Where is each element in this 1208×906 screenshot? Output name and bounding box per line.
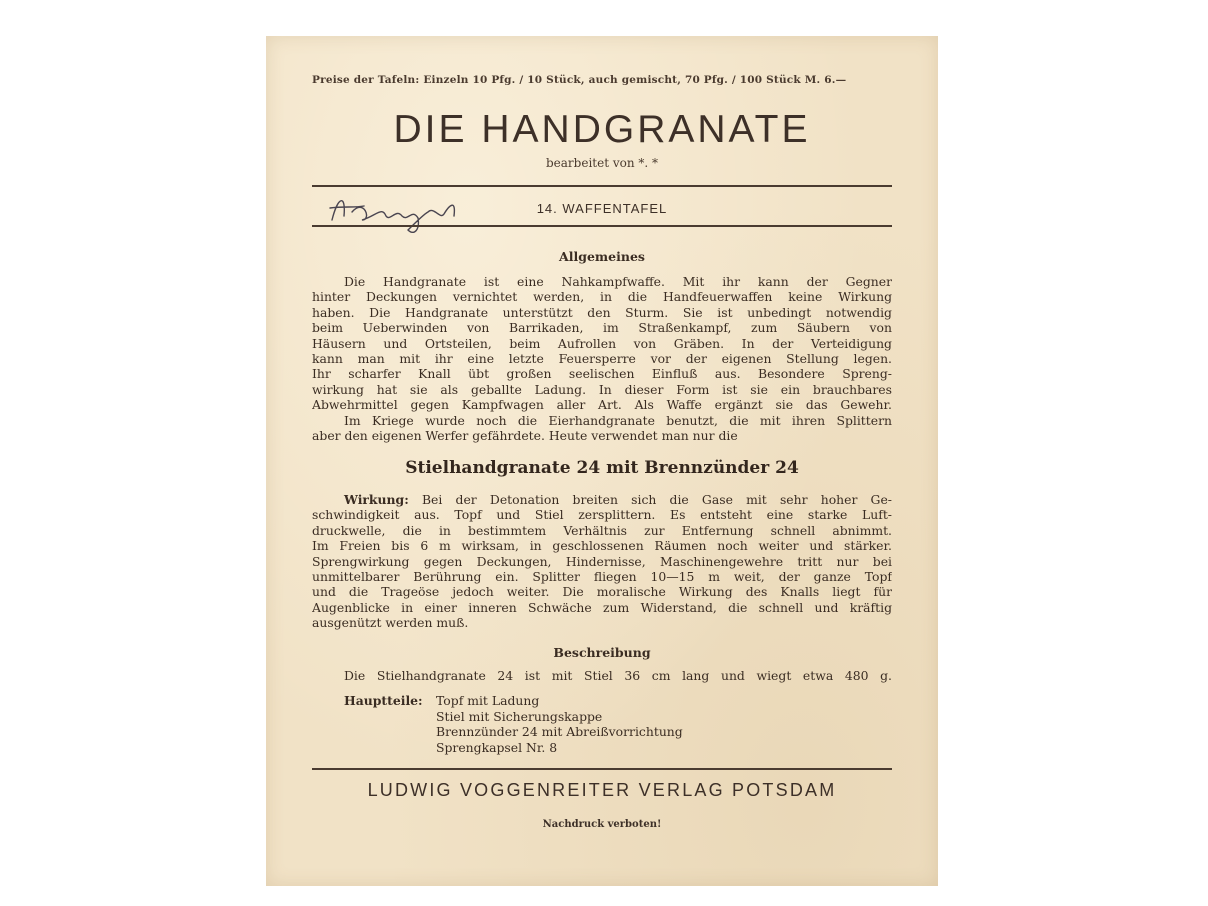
reprint-notice: Nachdruck verboten! [542, 819, 662, 830]
text-line: wirkung hat sie als geballte Ladung. In dieser Form ist sie ein brauchbares [312, 381, 892, 397]
section-heading-general: Allgemeines [559, 249, 645, 264]
text-line: aber den eigenen Werfer gefährdete. Heute verwendet man nur die [312, 428, 738, 444]
list-item: Topf mit Ladung [436, 693, 540, 708]
parts-list [436, 693, 683, 755]
parts-label: Hauptteile: [344, 693, 423, 708]
text-line: Häusern und Ortsteilen, beim Aufrollen von Gräben. In der Verteidigung [312, 335, 892, 351]
list-item: Stiel mit Sicherungskappe [436, 708, 603, 724]
description-line: Die Stielhandgranate 24 ist mit Stiel 36 cm lang und wiegt etwa 480 g. [344, 668, 892, 683]
text-line: Sprengwirkung gegen Deckungen, Hindernisse, Maschinengewehre tritt nur bei [312, 553, 892, 569]
byline: bearbeitet von *. * [545, 156, 659, 170]
bottom-rule [312, 768, 892, 770]
effect-label: Wirkung: [344, 492, 409, 507]
text-line: schwindigkeit aus. Topf und Stiel zersplittern. Es entsteht eine starke Luft- [312, 507, 892, 523]
text-line: Ihr scharfer Knall übt großen seelischen Einfluß aus. Besondere Spreng- [312, 366, 892, 382]
document-title: DIE HANDGRANATE [393, 108, 811, 151]
text-line: und die Trageöse jedoch weiter. Die moralische Wirkung des Knalls liegt für [312, 584, 892, 600]
text-line: Die Handgranate ist eine Nahkampfwaffe. Mit ihr kann der Gegner [344, 274, 892, 289]
general-paragraph [312, 274, 892, 443]
effect-paragraph [312, 492, 892, 631]
main-parts [344, 693, 683, 755]
main-heading: Stielhandgranate 24 mit Brennzünder 24 [405, 458, 799, 478]
text-line: Im Freien bis 6 m wirksam, in geschlossenen Räumen noch weiter und stärker. [312, 538, 892, 554]
text-line: ausgenützt werden muß. [312, 615, 469, 631]
list-item: Sprengkapsel Nr. 8 [436, 739, 558, 755]
text-line: Augenblicke in einer inneren Schwäche zum Widerstand, die schnell und kräftig [312, 599, 892, 615]
text-line: unmittelbarer Berührung ein. Splitter fliegen 10—15 m weit, der ganze Topf [312, 569, 892, 585]
effect-first-line: Bei der Detonation breiten sich die Gase mit sehr hoher Ge- [421, 492, 892, 507]
text-line: haben. Die Handgranate unterstützt den Sturm. Sie ist unbedingt notwendig [312, 304, 892, 320]
publisher: LUDWIG VOGGENREITER VERLAG POTSDAM [367, 780, 837, 800]
text-line: hinter Deckungen vernichtet werden, in die Handfeuerwaffen keine Wirkung [312, 289, 892, 305]
plate-number: 14. WAFFENTAFEL [536, 201, 668, 216]
text-line: Abwehrmittel gegen Kampfwagen aller Art. Als Waffe ergänzt sie das Gewehr. [312, 397, 892, 413]
text-line: druckwelle, die in bestimmtem Verhältnis zur Entfernung schnell abnimmt. [312, 522, 892, 538]
text-line: Im Kriege wurde noch die Eierhandgranate benutzt, die mit ihren Splittern [344, 412, 892, 428]
section-heading-description: Beschreibung [553, 645, 651, 660]
price-line: Preise der Tafeln: Einzeln 10 Pfg. / 10 Stück, auch gemischt, 70 Pfg. / 100 Stück M. 6.— [312, 74, 847, 86]
middle-rule [312, 225, 892, 227]
text-line: beim Ueberwinden von Barrikaden, im Straßenkampf, zum Säubern von [312, 320, 892, 336]
document-sheet [266, 36, 938, 886]
text-line: kann man mit ihr eine letzte Feuersperre vor der eigenen Stellung legen. [312, 351, 892, 367]
text-line [312, 492, 892, 507]
list-item: Brennzünder 24 mit Abreißvorrichtung [436, 724, 683, 739]
